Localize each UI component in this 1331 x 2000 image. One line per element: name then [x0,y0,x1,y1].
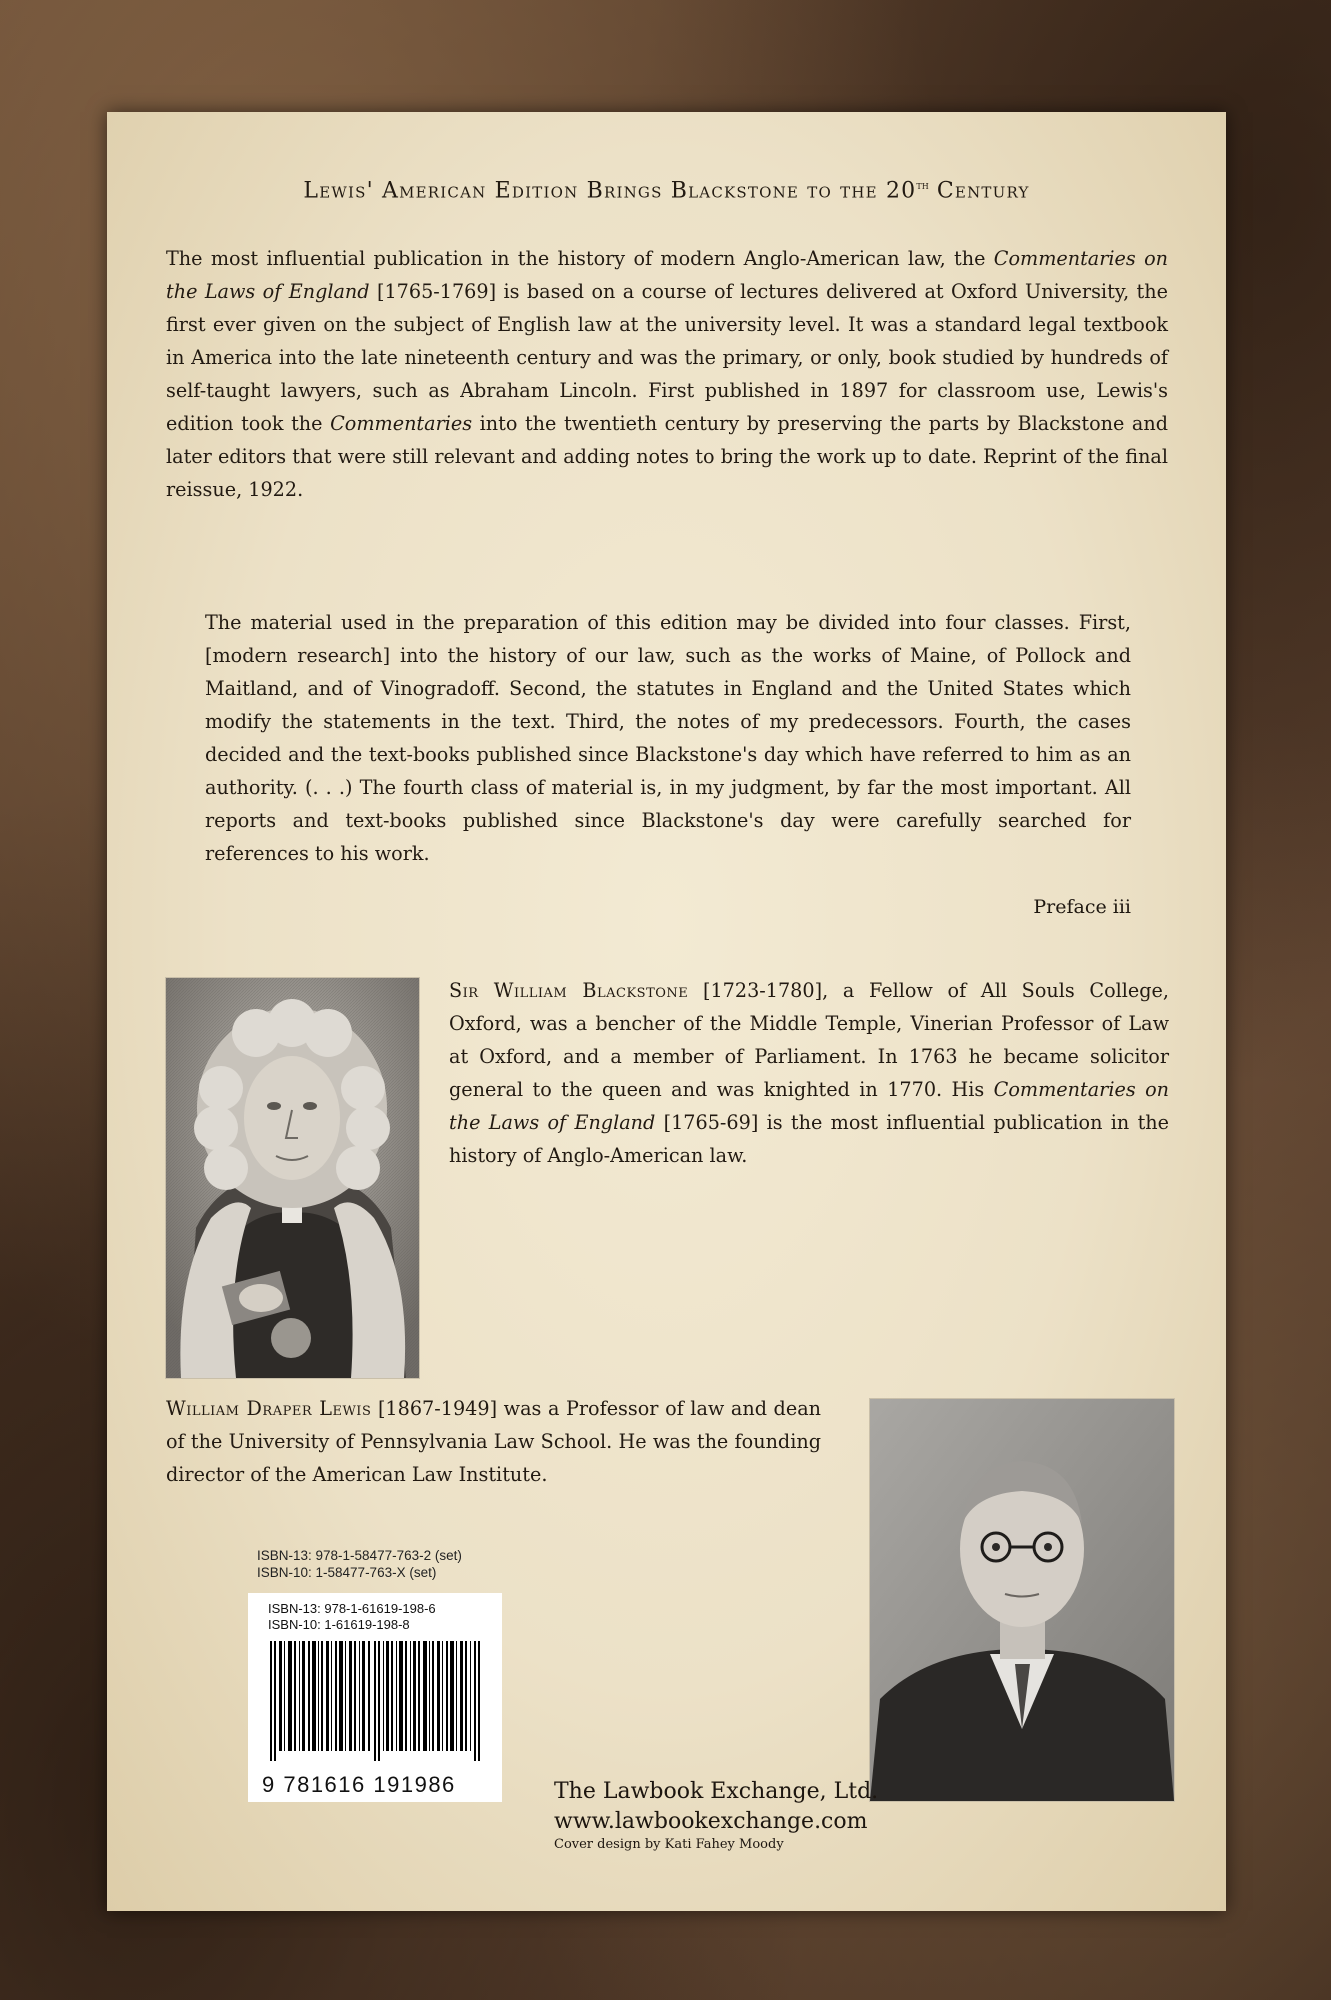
blackstone-bio-title-italic: Commentaries on the Laws of England [449,1078,1169,1134]
barcode-bars-icon [270,1641,490,1761]
isbn-set-10: ISBN-10: 1-58477-763-X (set) [257,1565,437,1580]
barcode-box [248,1593,502,1802]
barcode-isbn-13: ISBN-13: 978-1-61619-198-6 [268,1601,436,1616]
cover-design-credit: Cover design by Kati Fahey Moody [554,1837,784,1852]
blackstone-engraving-image [166,978,419,1378]
quote-attribution: Preface iii [1033,896,1131,918]
isbn-set-13: ISBN-13: 978-1-58477-763-2 (set) [257,1548,462,1563]
lewis-portrait [869,1398,1175,1802]
lewis-name: William Draper Lewis [166,1397,372,1420]
intro-paragraph: The most influential publication in the history of modern Anglo-American law, the Commentaries on the Laws of England [1765-1769] is based on a course of lectures delivered at Oxford University, the first ever given on the subject of English law at the university level. It was a standard legal textbook in America into the late nineteenth century and was the primary, or only, book studied by hundreds of self-taught lawyers, such as Abraham Lincoln. First published in 1897 for classroom use, Lewis's edition took the Commentaries into the twentieth century by preserving the parts by Blackstone and later editors that were still relevant and adding notes to bring the work up to date. Reprint of the final reissue, 1922. [166,247,1168,501]
blackstone-bio: Sir William Blackstone [1723-1780], a Fellow of All Souls College, Oxford, was a bencher of the Middle Temple, Vinerian Professor of Law at Oxford, and a member of Parliament. In 1763 he became solicitor general to the queen and was knighted in 1770. His Commentaries on the Laws of England [1765-69] is the most influential publication in the history of Anglo-American law. [449,979,1169,1167]
preface-quote: The material used in the preparation of this edition may be divided into four classes. First, [modern research] into the history of our law, such as the works of Maine, of Pollock and Maitland, and of Vinogradoff. Second, the statutes in England and the United States which modify the statements in the text. Third, the notes of my predecessors. Fourth, the cases decided and the text-books published since Blackstone's day which have referred to him as an authority. (. . .) The fourth class of material is, in my judgment, by far the most important. All reports and text-books published since Blackstone's day were carefully searched for references to his work. [205,611,1131,865]
barcode-isbn-10: ISBN-10: 1-61619-198-8 [268,1617,410,1632]
publisher-url[interactable]: www.lawbookexchange.com [554,1809,868,1834]
publisher-name: The Lawbook Exchange, Ltd. [554,1779,879,1804]
lewis-photo-image [870,1399,1174,1801]
blackstone-name: Sir William Blackstone [449,979,689,1002]
blackstone-portrait [165,977,420,1379]
publisher-block [554,1777,878,1853]
intro-title2-italic: Commentaries [330,412,473,435]
lewis-bio: William Draper Lewis [1867-1949] was a Professor of law and dean of the University of Pennsylvania Law School. He was the founding director of the American Law Institute. [166,1397,821,1486]
intro-title-italic: Commentaries on the Laws of England [166,247,1168,303]
barcode-digits: 9 781616 191986 [262,1772,456,1797]
headline: Lewis' American Edition Brings Blackstone to the 20th Century [303,178,1030,204]
isbn-set-block [257,1547,462,1581]
book-back-cover [107,112,1226,1911]
